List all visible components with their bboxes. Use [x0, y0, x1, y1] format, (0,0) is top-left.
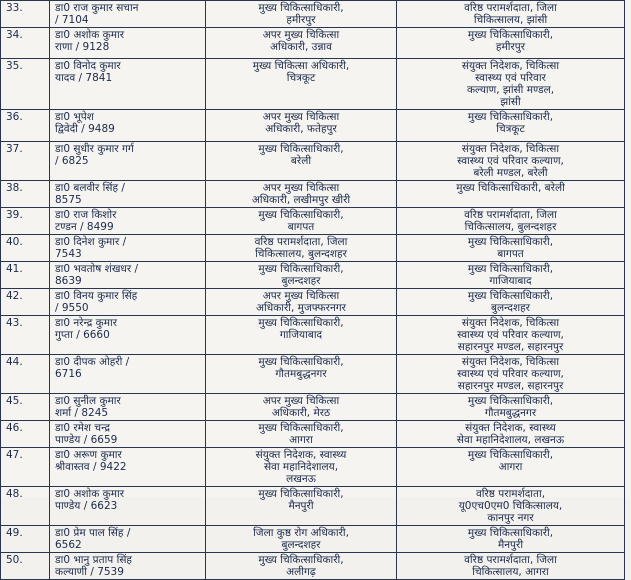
serial-number: 49.: [1, 526, 50, 553]
current-posting-line: मुख्य चिकित्साधिकारी,: [258, 356, 344, 368]
new-posting: [397, 553, 625, 580]
table-row: [1, 208, 625, 235]
table-row: [1, 235, 625, 262]
current-posting-line: वरिष्ठ परामर्शदाता, जिला: [254, 236, 348, 248]
new-posting-line: मुख्य चिकित्साधिकारी,: [467, 111, 554, 123]
new-posting-line: मुख्य चिकित्साधिकारी,: [467, 527, 554, 539]
new-posting-line: संयुक्त निदेशक, चिकित्सा: [461, 60, 560, 72]
officer-name-line: डा0 विनय कुमार सिंह: [55, 290, 138, 302]
current-posting-line: मुख्य चिकित्साधिकारी,: [258, 263, 344, 275]
new-posting: [397, 421, 625, 448]
officer-name-line: डा0 विनोद कुमार: [55, 60, 121, 72]
officer-name-line: शर्मा / 8245: [55, 407, 109, 419]
serial-number: 38.: [1, 181, 50, 208]
current-posting: [206, 316, 397, 355]
new-posting-line: बरेली मण्डल, बरेली: [473, 167, 548, 179]
table-row: [1, 289, 625, 316]
new-posting-line: मुख्य चिकित्साधिकारी,: [467, 29, 554, 41]
new-posting-line: मुख्य चिकित्साधिकारी,: [467, 236, 554, 248]
new-posting-line: झांसी: [500, 96, 521, 108]
officer-name-line: डा0 अशोक कुमार: [55, 488, 124, 500]
new-posting-line: मुख्य चिकित्साधिकारी,: [467, 263, 554, 275]
new-posting: [397, 1, 625, 28]
current-posting: [206, 355, 397, 394]
current-posting: [206, 142, 397, 181]
new-posting-line: बुलन्दशहर: [491, 302, 530, 314]
officer-name: [50, 289, 206, 316]
current-posting-line: बुलन्दशहर: [281, 275, 321, 287]
new-posting-line: मैनपुरी: [497, 539, 524, 551]
current-posting-line: मुख्य चिकित्साधिकारी,: [258, 554, 344, 566]
serial-number: 34.: [1, 28, 50, 59]
officer-name: [50, 59, 206, 110]
new-posting-line: वरिष्ठ परामर्शदाता, जिला: [464, 2, 557, 14]
officer-name-line: पाण्डेय / 6659: [55, 434, 118, 446]
current-posting-line: अपर मुख्य चिकित्सा: [262, 29, 340, 41]
new-posting: [397, 262, 625, 289]
table-row: [1, 316, 625, 355]
serial-number: 35.: [1, 59, 50, 110]
current-posting-line: अधिकारी, लखीमपुर खीरी: [251, 194, 351, 206]
current-posting-line: अपर मुख्य चिकित्सा: [262, 290, 340, 302]
officer-name: [50, 553, 206, 580]
serial-number: 46.: [1, 421, 50, 448]
current-posting: [206, 421, 397, 448]
new-posting-line: वरिष्ठ परामर्शदाता, जिला: [464, 209, 557, 221]
new-posting-line: यू0एच0एम0 चिकित्सालय,: [458, 500, 563, 512]
serial-number: 45.: [1, 394, 50, 421]
officer-name: [50, 421, 206, 448]
table-row: [1, 553, 625, 580]
officer-name-line: टण्डन / 8499: [55, 221, 114, 233]
new-posting: [397, 208, 625, 235]
officer-name-line: गुप्ता / 6660: [55, 329, 110, 341]
current-posting-line: मुख्य चिकित्साधिकारी,: [258, 317, 344, 329]
officer-name-line: 8575: [55, 194, 82, 206]
officer-name-line: डा0 प्रेम पाल सिंह /: [55, 527, 131, 539]
serial-number: 42.: [1, 289, 50, 316]
new-posting-line: गौतमबुद्धनगर: [484, 407, 537, 419]
officer-name-line: द्विवेदी / 9489: [55, 123, 115, 135]
current-posting-line: बागपत: [287, 221, 315, 233]
officer-name-line: श्रीवास्तव / 9422: [55, 461, 127, 473]
table-row: [1, 181, 625, 208]
current-posting: [206, 487, 397, 526]
officer-name-line: डा0 राज किशोर: [55, 209, 117, 221]
officer-name-line: / 7104: [55, 14, 89, 26]
table-row: [1, 28, 625, 59]
table-row: [1, 421, 625, 448]
current-posting-line: चित्रकूट: [286, 72, 316, 84]
officer-name: [50, 355, 206, 394]
officer-name: [50, 487, 206, 526]
current-posting-line: चिकित्सालय, बुलन्दशहर: [255, 248, 347, 260]
current-posting-line: अधिकारी, मेरठ: [271, 407, 331, 419]
new-posting-line: मुख्य चिकित्साधिकारी, बरेली: [456, 182, 565, 194]
current-posting-line: मुख्य चिकित्साधिकारी,: [258, 422, 344, 434]
officer-name-line: डा0 अशोक कुमार: [55, 29, 124, 41]
table-row: [1, 1, 625, 28]
officer-name: [50, 262, 206, 289]
officer-name-line: डा0 नरेन्द्र कुमार: [55, 317, 117, 329]
new-posting: [397, 394, 625, 421]
new-posting: [397, 526, 625, 553]
officer-name-line: डा0 सुधीर कुमार गर्ग: [55, 143, 134, 155]
current-posting-line: अलीगढ़: [286, 566, 316, 578]
new-posting-line: चिकित्सालय, बुलन्दशहर: [464, 221, 557, 233]
current-posting-line: मुख्य चिकित्सा अधिकारी,: [252, 60, 350, 72]
new-posting: [397, 181, 625, 208]
current-posting: [206, 262, 397, 289]
current-posting: [206, 59, 397, 110]
table-row: [1, 487, 625, 526]
new-posting-line: स्वास्थ्य एवं परिवार कल्याण,: [457, 329, 564, 341]
table-row: [1, 262, 625, 289]
officer-name-line: पाण्डेय / 6623: [55, 500, 118, 512]
new-posting: [397, 235, 625, 262]
current-posting-line: मैनपुरी: [288, 500, 314, 512]
officer-name-line: डा0 बलवीर सिंह /: [55, 182, 125, 194]
officer-name-line: यादव / 7841: [55, 72, 113, 84]
new-posting-line: हमीरपुर: [495, 41, 526, 53]
table-row: [1, 59, 625, 110]
officer-name-line: डा0 राज कुमार सचान: [55, 2, 139, 14]
serial-number: 47.: [1, 448, 50, 487]
officer-name-line: डा0 भवतोष शंखधर /: [55, 263, 139, 275]
new-posting-line: कानपुर नगर: [487, 512, 534, 524]
new-posting: [397, 316, 625, 355]
new-posting-line: संयुक्त निदेशक, चिकित्सा: [461, 356, 560, 368]
current-posting: [206, 289, 397, 316]
new-posting: [397, 355, 625, 394]
new-posting: [397, 448, 625, 487]
table-row: [1, 448, 625, 487]
current-posting-line: अपर मुख्य चिकित्सा: [262, 182, 340, 194]
new-posting-line: गाजियाबाद: [489, 275, 532, 287]
new-posting: [397, 59, 625, 110]
table-row: [1, 526, 625, 553]
officer-name: [50, 316, 206, 355]
current-posting-line: लखनऊ: [286, 473, 316, 485]
serial-number: 39.: [1, 208, 50, 235]
current-posting: [206, 181, 397, 208]
new-posting-line: मुख्य चिकित्साधिकारी,: [467, 449, 554, 461]
officer-name: [50, 235, 206, 262]
current-posting: [206, 1, 397, 28]
serial-number: 33.: [1, 1, 50, 28]
officer-name: [50, 448, 206, 487]
current-posting-line: बुलन्दशहर: [281, 539, 321, 551]
officer-name: [50, 28, 206, 59]
new-posting: [397, 142, 625, 181]
new-posting: [397, 487, 625, 526]
table-row: [1, 355, 625, 394]
officer-name-line: डा0 अरूण कुमार: [55, 449, 122, 461]
serial-number: 36.: [1, 110, 50, 142]
new-posting-line: वरिष्ठ परामर्शदाता,: [475, 488, 546, 500]
officer-name: [50, 208, 206, 235]
current-posting-line: हमीरपुर: [286, 14, 316, 26]
officer-name-line: डा0 रमेश चन्द्र: [55, 422, 110, 434]
new-posting-line: स्वास्थ्य एवं परिवार कल्याण,: [457, 155, 564, 167]
current-posting: [206, 394, 397, 421]
table-row: [1, 110, 625, 142]
officer-name: [50, 142, 206, 181]
serial-number: 50.: [1, 553, 50, 580]
current-posting-line: गाजियाबाद: [279, 329, 323, 341]
new-posting-line: चित्रकूट: [496, 123, 525, 135]
new-posting-line: मुख्य चिकित्साधिकारी,: [467, 290, 554, 302]
officer-name-line: डा0 दीपक ओहरी /: [55, 356, 130, 368]
current-posting: [206, 448, 397, 487]
new-posting-line: वरिष्ठ परामर्शदाता, जिला: [464, 554, 557, 566]
officer-name-line: 7543: [55, 248, 82, 260]
current-posting-line: जिला कुष्ठ रोग अधिकारी,: [253, 527, 349, 539]
new-posting-line: आगरा: [498, 461, 523, 473]
new-posting: [397, 110, 625, 142]
officer-name: [50, 181, 206, 208]
current-posting-line: मुख्य चिकित्साधिकारी,: [258, 2, 344, 14]
current-posting-line: संयुक्त निदेशक, स्वास्थ्य: [255, 449, 347, 461]
new-posting-line: बागपत: [497, 248, 524, 260]
officer-name-line: कल्याणी / 7539: [55, 566, 124, 578]
officer-name-line: 6562: [55, 539, 82, 551]
new-posting-line: संयुक्त निदेशक, स्वास्थ्य: [465, 422, 556, 434]
current-posting-line: सेवा महानिदेशालय,: [263, 461, 339, 473]
officer-name: [50, 1, 206, 28]
new-posting-line: कल्याण, झांसी मण्डल,: [466, 84, 555, 96]
officer-name-line: राणा / 9128: [55, 41, 110, 53]
table-row: [1, 394, 625, 421]
officer-name-line: 6716: [55, 368, 82, 380]
new-posting: [397, 28, 625, 59]
current-posting: [206, 110, 397, 142]
officer-name-line: डा0 सुनील कुमार: [55, 395, 121, 407]
new-posting-line: चिकित्सालय, झांसी: [473, 14, 548, 26]
current-posting: [206, 28, 397, 59]
officer-name-line: / 6825: [55, 155, 89, 167]
serial-number: 40.: [1, 235, 50, 262]
new-posting-line: मुख्य चिकित्साधिकारी,: [467, 395, 554, 407]
current-posting: [206, 526, 397, 553]
serial-number: 48.: [1, 487, 50, 526]
new-posting-line: सहारनपुर मण्डल, सहारनपुर: [457, 341, 564, 353]
new-posting-line: सहारनपुर मण्डल, सहारनपुर: [457, 380, 564, 392]
current-posting-line: अधिकारी, फतेहपुर: [265, 123, 337, 135]
current-posting: [206, 235, 397, 262]
current-posting-line: अधिकारी, उन्नाव: [270, 41, 332, 53]
new-posting: [397, 289, 625, 316]
current-posting-line: अपर मुख्य चिकित्सा: [262, 111, 340, 123]
new-posting-line: स्वास्थ्य एवं परिवार: [475, 72, 546, 84]
officer-name-line: डा0 भानु प्रताप सिंह: [55, 554, 132, 566]
new-posting-line: स्वास्थ्य एवं परिवार कल्याण,: [457, 368, 564, 380]
current-posting-line: गौतमबुद्धनगर: [275, 368, 327, 380]
officer-name-line: 8639: [55, 275, 82, 287]
table-row: [1, 142, 625, 181]
officer-name: [50, 394, 206, 421]
current-posting: [206, 553, 397, 580]
serial-number: 43.: [1, 316, 50, 355]
current-posting-line: अधिकारी, मुजफ्फरनगर: [256, 302, 346, 314]
new-posting-line: संयुक्त निदेशक, चिकित्सा: [461, 317, 560, 329]
officer-name: [50, 526, 206, 553]
current-posting-line: अपर मुख्य चिकित्सा: [262, 395, 340, 407]
current-posting-line: मुख्य चिकित्साधिकारी,: [258, 143, 344, 155]
current-posting-line: आगरा: [289, 434, 313, 446]
officer-name-line: डा0 दिनेश कुमार /: [55, 236, 127, 248]
new-posting-line: चिकित्सालय, आगरा: [472, 566, 549, 578]
officer-name-line: / 9550: [55, 302, 89, 314]
current-posting-line: बरेली: [290, 155, 312, 167]
current-posting-line: मुख्य चिकित्साधिकारी,: [258, 488, 344, 500]
new-posting-line: सेवा महानिदेशालय, लखनऊ: [456, 434, 565, 446]
officer-name-line: डा0 भूपेश: [55, 111, 94, 123]
new-posting-line: संयुक्त निदेशक, चिकित्सा: [461, 143, 560, 155]
serial-number: 41.: [1, 262, 50, 289]
current-posting-line: मुख्य चिकित्साधिकारी,: [258, 209, 344, 221]
current-posting: [206, 208, 397, 235]
serial-number: 44.: [1, 355, 50, 394]
serial-number: 37.: [1, 142, 50, 181]
officer-name: [50, 110, 206, 142]
